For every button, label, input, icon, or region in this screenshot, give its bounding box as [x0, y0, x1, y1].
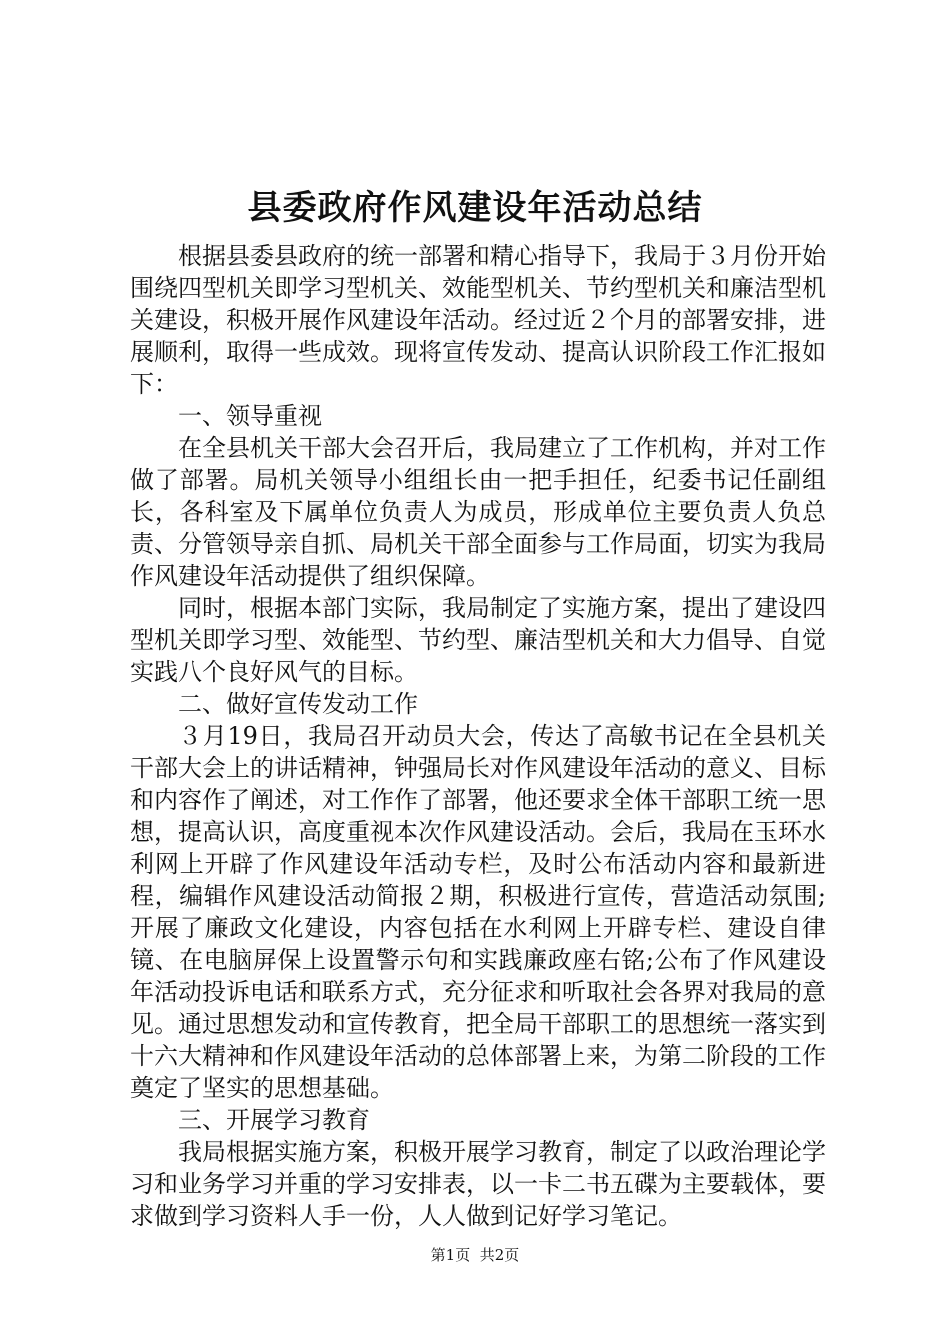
section-heading-2: 二、做好宣传发动工作 [178, 690, 418, 718]
document-body [130, 240, 826, 1232]
paragraph-intro: 根据县委县政府的统一部署和精心指导下，我局于３月份开始围绕四型机关即学习型机关、效能型机关、节约型机关和廉洁型机关建设，积极开展作风建设年活动。经过近２个月的部署安排，进展顺利，取得一些成效。现将宣传发动、提高认识阶段工作汇报如下： [130, 242, 826, 398]
page-footer [0, 1245, 950, 1265]
paragraph-plan: 同时，根据本部门实际，我局制定了实施方案，提出了建设四型机关即学习型、效能型、节约型、廉洁型机关和大力倡导、自觉实践八个良好风气的目标。 [130, 594, 826, 686]
section-heading-3: 三、开展学习教育 [178, 1106, 370, 1134]
paragraph-leadership: 在全县机关干部大会召开后，我局建立了工作机构，并对工作做了部署。局机关领导小组组长由一把手担任，纪委书记任副组长，各科室及下属单位负责人为成员，形成单位主要负责人负总责、分管领导亲自抓、局机关干部全面参与工作局面，切实为我局作风建设年活动提供了组织保障。 [130, 434, 826, 590]
paragraph-publicity: ３月19日，我局召开动员大会，传达了高敏书记在全县机关干部大会上的讲话精神，钟强局长对作风建设年活动的意义、目标和内容作了阐述，对工作作了部署，他还要求全体干部职工统一思想，提高认识，高度重视本次作风建设活动。会后，我局在玉环水利网上开辟了作风建设年活动专栏，及时公布活动内容和最新进程，编辑作风建设活动简报２期，积极进行宣传，营造活动氛围;开展了廉政文化建设，内容包括在水利网上开辟专栏、建设自律镜、在电脑屏保上设置警示句和实践廉政座右铭;公布了作风建设年活动投诉电话和联系方式，充分征求和听取社会各界对我局的意见。通过思想发动和宣传教育，把全局干部职工的思想统一落实到十六大精神和作风建设年活动的总体部署上来，为第二阶段的工作奠定了坚实的思想基础。 [130, 722, 826, 1102]
paragraph-study: 我局根据实施方案，积极开展学习教育，制定了以政治理论学习和业务学习并重的学习安排表，以一卡二书五碟为主要载体，要求做到学习资料人手一份，人人做到记好学习笔记。 [130, 1138, 826, 1230]
page-total: 共2页 [479, 1246, 520, 1264]
section-heading-1: 一、领导重视 [178, 402, 322, 430]
document-title: 县委政府作风建设年活动总结 [247, 188, 703, 228]
page-number: 第1页 [430, 1246, 471, 1264]
